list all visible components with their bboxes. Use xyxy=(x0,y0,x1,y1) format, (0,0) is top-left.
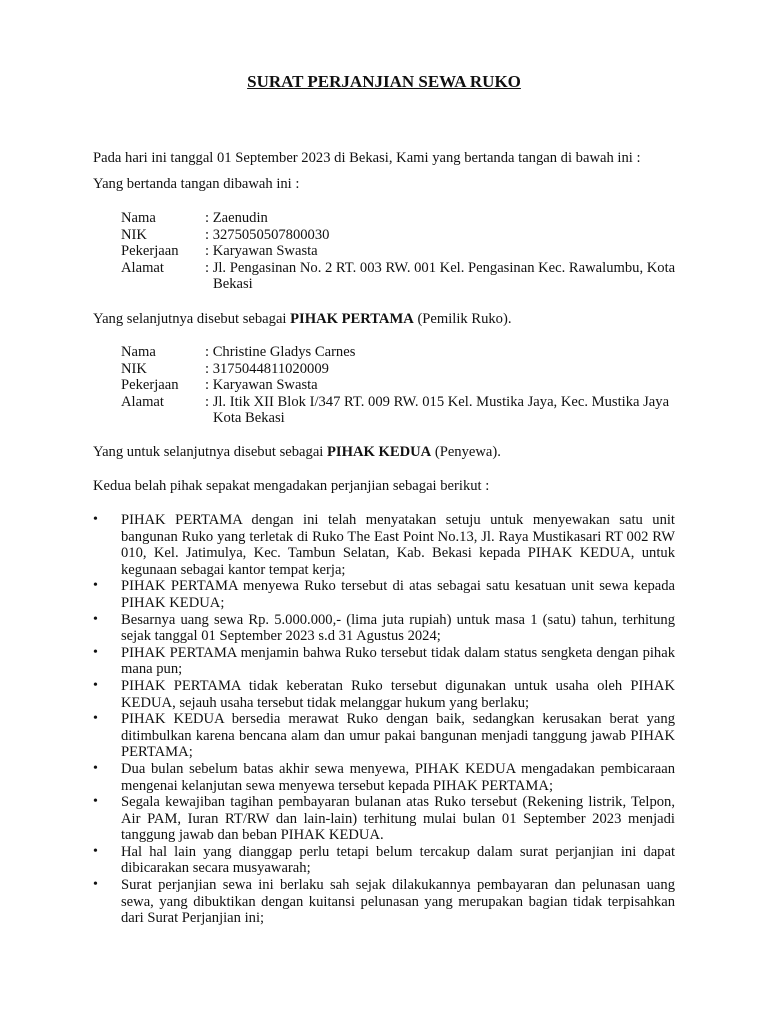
party1-name-row xyxy=(121,210,681,227)
party1-nik-row xyxy=(121,227,681,244)
field-label: NIK xyxy=(121,360,147,377)
field-label: NIK xyxy=(121,226,147,243)
party2-name-value: : Christine Gladys Carnes xyxy=(205,344,356,360)
clause-item xyxy=(93,512,675,578)
party2-address-row xyxy=(121,393,681,427)
party1-role-label: PIHAK PERTAMA xyxy=(290,311,414,327)
party1-nik-value: : 3275050507800030 xyxy=(205,226,330,243)
clause-text: PIHAK KEDUA bersedia merawat Ruko dengan baik, sedangkan kerusakan berat yang ditimbulkan karena bencana alam dan umur pakai bangunan menjadi tanggung jawab PIHAK PERTAMA; xyxy=(121,711,675,761)
clause-item xyxy=(93,578,675,611)
clause-text: PIHAK PERTAMA dengan ini telah menyatakan setuju untuk menyewakan satu unit bangunan Ruko yang terletak di Ruko The East Point No.13, Jl. Raya Mustikasari RT 002 RW 010, Kel. Jatimulya, Kec. Tambun Selatan, Kab. Bekasi kepada PIHAK KEDUA, untuk kegunaan sebagai kantor tempat kerja; xyxy=(121,512,675,578)
statement-text: (Penyewa). xyxy=(431,444,501,460)
bullet-icon: • xyxy=(93,760,98,776)
party1-statement xyxy=(93,311,512,328)
party2-nik-value: : 3175044811020009 xyxy=(205,360,329,377)
bullet-icon: • xyxy=(93,512,98,527)
clause-item xyxy=(93,844,675,877)
bullet-icon: • xyxy=(93,794,98,810)
bullet-icon: • xyxy=(93,711,98,727)
party2-job-value: : Karyawan Swasta xyxy=(205,377,318,394)
bullet-icon: • xyxy=(93,677,98,693)
field-label: Pekerjaan xyxy=(121,243,179,260)
field-label: Pekerjaan xyxy=(121,377,179,394)
clause-item xyxy=(93,612,675,645)
document-title: SURAT PERJANJIAN SEWA RUKO xyxy=(247,72,521,91)
clause-text: PIHAK PERTAMA tidak keberatan Ruko tersebut digunakan untuk usaha oleh PIHAK KEDUA, sejauh usaha tersebut tidak melanggar hukum yang berlaku; xyxy=(121,677,675,711)
field-label: Nama xyxy=(121,210,156,226)
field-label: Alamat xyxy=(121,259,164,276)
party1-address-row xyxy=(121,259,681,293)
field-label: Nama xyxy=(121,344,156,360)
party1-address-value: : Jl. Pengasinan No. 2 RT. 003 RW. 001 Kel. Pengasinan Kec. Rawalumbu, Kota Bekasi xyxy=(205,259,676,293)
party2-statement xyxy=(93,444,501,461)
clause-list xyxy=(93,512,675,927)
clause-text: Dua bulan sebelum batas akhir sewa menyewa, PIHAK KEDUA mengadakan pembicaraan mengenai kelanjutan sewa menyewa tersebut kepada PIHAK PERTAMA; xyxy=(121,760,675,794)
field-label: Alamat xyxy=(121,393,164,410)
party2-name-row xyxy=(121,344,681,361)
bullet-icon: • xyxy=(93,644,98,660)
party1-job-row xyxy=(121,243,681,260)
clause-text: Besarnya uang sewa Rp. 5.000.000,- (lima juta rupiah) untuk masa 1 (satu) tahun, terhitung sejak tanggal 01 September 2023 s.d 31 Agustus 2024; xyxy=(121,611,675,645)
clause-text: Segala kewajiban tagihan pembayaran bulanan atas Ruko tersebut (Rekening listrik, Telpon, Air PAM, Iuran RT/RW dan lain-lain) terhitung mulai bulan 01 September 2023 menjadi tanggung jawab dan beban PIHAK KEDUA. xyxy=(121,794,675,844)
party2-job-row xyxy=(121,377,681,394)
clause-item xyxy=(93,711,675,761)
party2-identity xyxy=(121,344,681,427)
clause-text: PIHAK PERTAMA menjamin bahwa Ruko tersebut tidak dalam status sengketa dengan pihak mana pun; xyxy=(121,644,675,678)
party2-nik-row xyxy=(121,361,681,378)
clause-item xyxy=(93,645,675,678)
statement-text: (Pemilik Ruko). xyxy=(413,311,512,327)
clause-text: PIHAK PERTAMA menyewa Ruko tersebut di atas sebagai satu kesatuan unit sewa kepada PIHAK KEDUA; xyxy=(121,578,675,611)
bullet-icon: • xyxy=(93,843,98,859)
signed-below-line: Yang bertanda tangan dibawah ini : xyxy=(93,176,300,192)
bullet-icon: • xyxy=(93,611,98,627)
bullet-icon: • xyxy=(93,578,98,594)
party1-job-value: : Karyawan Swasta xyxy=(205,243,318,260)
party1-identity xyxy=(121,210,681,293)
intro-paragraph: Pada hari ini tanggal 01 September 2023 di Bekasi, Kami yang bertanda tangan di bawah ini : xyxy=(93,150,641,166)
statement-text: Yang untuk selanjutnya disebut sebagai xyxy=(93,444,328,460)
bullet-icon: • xyxy=(93,877,98,893)
agreement-intro: Kedua belah pihak sepakat mengadakan perjanjian sebagai berikut : xyxy=(93,478,490,494)
party1-name-value: : Zaenudin xyxy=(205,210,268,226)
party2-role-label: PIHAK KEDUA xyxy=(327,444,432,460)
party2-address-value: : Jl. Itik XII Blok I/347 RT. 009 RW. 015 Kel. Mustika Jaya, Kec. Mustika Jaya Kota Bekasi xyxy=(205,393,670,427)
clause-text: Hal hal lain yang dianggap perlu tetapi belum tercakup dalam surat perjanjian ini dapat dibicarakan secara musyawarah; xyxy=(121,843,675,877)
statement-text: Yang selanjutnya disebut sebagai xyxy=(93,311,291,327)
clause-item xyxy=(93,794,675,844)
clause-item xyxy=(93,761,675,794)
clause-item xyxy=(93,877,675,927)
clause-item xyxy=(93,678,675,711)
clause-text: Surat perjanjian sewa ini berlaku sah sejak dilakukannya pembayaran dan pelunasan uang sewa, yang dibuktikan dengan kuitansi pelunasan yang merupakan bagian tidak terpisahkan dari Surat Perjanjian ini; xyxy=(121,877,675,927)
